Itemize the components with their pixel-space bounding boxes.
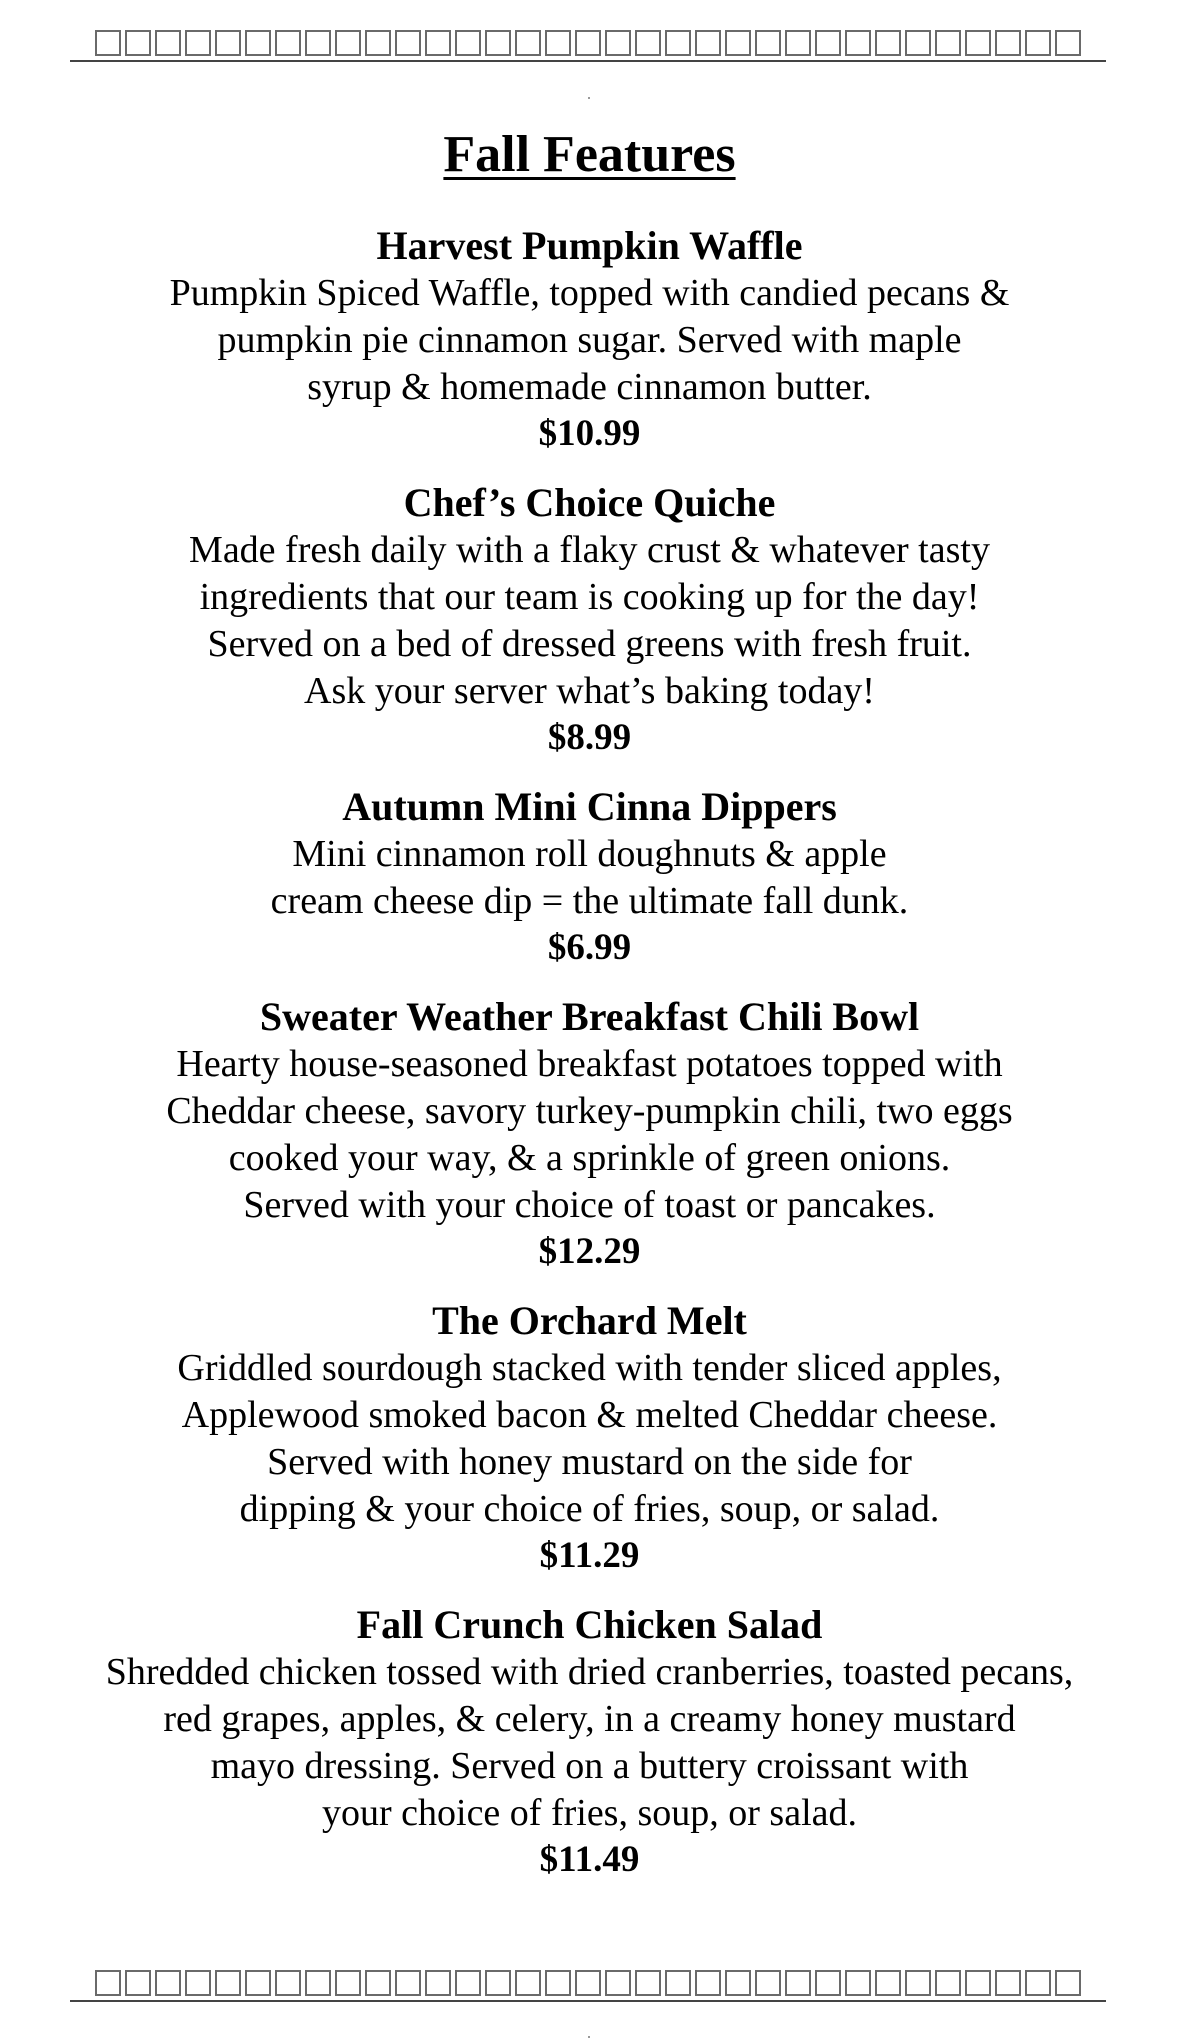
item-description-line: Served on a bed of dressed greens with fresh fruit. — [207, 623, 972, 665]
item-price: $6.99 — [547, 927, 632, 968]
menu-list — [0, 222, 1179, 1905]
page-title: Fall Features — [443, 126, 736, 183]
border-box-glyph — [305, 30, 331, 56]
border-box-glyph — [815, 30, 841, 56]
item-description-line: Cheddar cheese, savory turkey-pumpkin chili, two eggs — [166, 1090, 1013, 1132]
item-description-line: pumpkin pie cinnamon sugar. Served with maple — [217, 319, 962, 361]
item-name: Autumn Mini Cinna Dippers — [342, 784, 837, 829]
border-box-glyph — [185, 30, 211, 56]
border-box-glyph — [365, 1970, 391, 1996]
item-description-line: Hearty house-seasoned breakfast potatoes topped with — [176, 1043, 1003, 1085]
item-description — [0, 1041, 1179, 1229]
border-box-glyph — [455, 30, 481, 56]
item-description-line: cooked your way, & a sprinkle of green onions. — [228, 1137, 951, 1179]
item-description-line: mayo dressing. Served on a buttery croissant with — [210, 1745, 969, 1787]
border-box-glyph — [785, 1970, 811, 1996]
border-box-glyph — [1025, 30, 1051, 56]
item-price: $11.29 — [539, 1535, 640, 1576]
border-box-glyph — [275, 1970, 301, 1996]
bottom-divider — [70, 2000, 1106, 2002]
border-box-glyph — [545, 30, 571, 56]
border-box-glyph — [545, 1970, 571, 1996]
border-box-glyph — [635, 30, 661, 56]
border-box-glyph — [935, 1970, 961, 1996]
item-description — [0, 831, 1179, 925]
item-description-line: ingredients that our team is cooking up for the day! — [199, 576, 980, 618]
border-box-glyph — [125, 1970, 151, 1996]
border-box-glyph — [575, 30, 601, 56]
border-box-glyph — [965, 30, 991, 56]
item-description-line: dipping & your choice of fries, soup, or salad. — [239, 1488, 940, 1530]
item-description-line: cream cheese dip = the ultimate fall dunk. — [270, 880, 909, 922]
border-box-glyph — [95, 30, 121, 56]
border-box-glyph — [605, 1970, 631, 1996]
menu-item — [0, 1601, 1179, 1883]
item-description-line: Applewood smoked bacon & melted Cheddar cheese. — [181, 1394, 998, 1436]
item-description — [0, 270, 1179, 411]
border-box-glyph — [665, 1970, 691, 1996]
border-box-glyph — [515, 30, 541, 56]
top-dot — [588, 97, 590, 99]
border-box-glyph — [335, 30, 361, 56]
border-box-glyph — [845, 30, 871, 56]
border-box-glyph — [1025, 1970, 1051, 1996]
border-box-glyph — [905, 30, 931, 56]
border-box-glyph — [425, 1970, 451, 1996]
item-description-line: Served with honey mustard on the side for — [267, 1441, 912, 1483]
border-box-glyph — [215, 30, 241, 56]
border-box-glyph — [905, 1970, 931, 1996]
item-name: The Orchard Melt — [432, 1298, 747, 1343]
top-divider — [70, 60, 1106, 62]
top-border-boxes — [95, 30, 1081, 56]
item-name: Fall Crunch Chicken Salad — [356, 1602, 823, 1647]
border-box-glyph — [185, 1970, 211, 1996]
menu-item — [0, 1297, 1179, 1579]
border-box-glyph — [875, 30, 901, 56]
item-description-line: Shredded chicken tossed with dried cranberries, toasted pecans, — [105, 1651, 1074, 1693]
item-description-line: Ask your server what’s baking today! — [304, 670, 875, 712]
item-description — [0, 1345, 1179, 1533]
item-description-line: Made fresh daily with a flaky crust & whatever tasty — [189, 529, 990, 571]
bottom-dot — [588, 2036, 590, 2038]
border-box-glyph — [935, 30, 961, 56]
border-box-glyph — [95, 1970, 121, 1996]
border-box-glyph — [635, 1970, 661, 1996]
border-box-glyph — [1055, 1970, 1081, 1996]
border-box-glyph — [845, 1970, 871, 1996]
border-box-glyph — [725, 30, 751, 56]
menu-item — [0, 479, 1179, 761]
item-price: $11.49 — [539, 1839, 640, 1880]
border-box-glyph — [665, 30, 691, 56]
item-description-line: Served with your choice of toast or pancakes. — [243, 1184, 936, 1226]
menu-item — [0, 222, 1179, 457]
border-box-glyph — [425, 30, 451, 56]
border-box-glyph — [245, 30, 271, 56]
item-description — [0, 1649, 1179, 1837]
border-box-glyph — [485, 1970, 511, 1996]
border-box-glyph — [1055, 30, 1081, 56]
border-box-glyph — [335, 1970, 361, 1996]
border-box-glyph — [515, 1970, 541, 1996]
menu-item — [0, 783, 1179, 971]
item-description-line: your choice of fries, soup, or salad. — [321, 1792, 857, 1834]
item-price: $8.99 — [547, 717, 632, 758]
item-description-line: syrup & homemade cinnamon butter. — [307, 366, 872, 408]
border-box-glyph — [395, 30, 421, 56]
border-box-glyph — [755, 1970, 781, 1996]
border-box-glyph — [155, 1970, 181, 1996]
item-price: $12.29 — [538, 1231, 641, 1272]
item-description-line: Griddled sourdough stacked with tender sliced apples, — [177, 1347, 1002, 1389]
border-box-glyph — [395, 1970, 421, 1996]
border-box-glyph — [965, 1970, 991, 1996]
border-box-glyph — [695, 1970, 721, 1996]
item-name: Harvest Pumpkin Waffle — [376, 223, 803, 268]
border-box-glyph — [305, 1970, 331, 1996]
item-name: Sweater Weather Breakfast Chili Bowl — [259, 994, 920, 1039]
item-description-line: red grapes, apples, & celery, in a creamy honey mustard — [163, 1698, 1016, 1740]
border-box-glyph — [155, 30, 181, 56]
border-box-glyph — [485, 30, 511, 56]
border-box-glyph — [815, 1970, 841, 1996]
border-box-glyph — [245, 1970, 271, 1996]
border-box-glyph — [215, 1970, 241, 1996]
menu-item — [0, 993, 1179, 1275]
border-box-glyph — [785, 30, 811, 56]
bottom-border-boxes — [95, 1970, 1081, 1996]
item-description-line: Mini cinnamon roll doughnuts & apple — [292, 833, 887, 875]
item-price: $10.99 — [538, 413, 641, 454]
border-box-glyph — [125, 30, 151, 56]
item-description-line: Pumpkin Spiced Waffle, topped with candied pecans & — [169, 272, 1010, 314]
border-box-glyph — [755, 30, 781, 56]
border-box-glyph — [725, 1970, 751, 1996]
border-box-glyph — [995, 30, 1021, 56]
item-description — [0, 527, 1179, 715]
border-box-glyph — [875, 1970, 901, 1996]
item-name: Chef’s Choice Quiche — [403, 480, 776, 525]
border-box-glyph — [605, 30, 631, 56]
border-box-glyph — [695, 30, 721, 56]
border-box-glyph — [365, 30, 391, 56]
border-box-glyph — [575, 1970, 601, 1996]
border-box-glyph — [275, 30, 301, 56]
border-box-glyph — [455, 1970, 481, 1996]
border-box-glyph — [995, 1970, 1021, 1996]
